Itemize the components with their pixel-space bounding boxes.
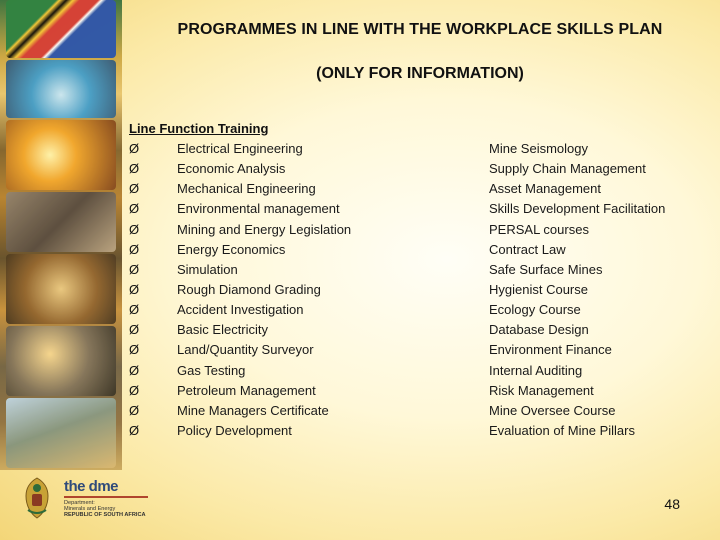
bullet-arrow-icon: Ø [129,261,140,277]
list-item-label: Mechanical Engineering [177,181,316,197]
list-item-label: Electrical Engineering [177,141,303,156]
list-item: Skills Development Facilitation [489,201,666,217]
list-item [129,161,469,181]
list-item: Hygienist Course [489,281,588,297]
list-item: Mine Seismology [489,141,588,156]
list-item [129,383,469,403]
list-item: Contract Law [489,241,566,257]
bullet-arrow-icon: Ø [129,241,140,257]
mine-photo [6,192,116,252]
bullet-arrow-icon: Ø [129,302,140,318]
bullet-arrow-icon: Ø [129,201,140,217]
bullet-arrow-icon: Ø [129,181,140,197]
logo-department-name: Minerals and Energy [64,506,116,512]
list-item [129,282,469,302]
logo-divider [64,496,148,498]
list-item-label: Accident Investigation [177,302,304,318]
bullet-arrow-icon: Ø [129,422,140,438]
list-item-label: Policy Development [177,422,292,438]
list-item [129,242,469,262]
list-item [129,201,469,221]
bullet-arrow-icon: Ø [129,402,140,418]
bullet-arrow-icon: Ø [129,141,140,156]
list-item-label: Energy Economics [177,241,286,257]
list-item-label: Rough Diamond Grading [177,281,321,297]
list-item-label: Mine Managers Certificate [177,402,329,418]
decorative-photo-strip [0,0,122,470]
oil-drop-photo [6,60,116,118]
list-item: Supply Chain Management [489,161,646,177]
list-item-label: Gas Testing [177,362,246,378]
list-item [129,322,469,342]
surveyor-photo [6,398,116,468]
bullet-arrow-icon: Ø [129,161,140,177]
slide-subtitle: (ONLY FOR INFORMATION) [316,65,524,82]
energy-light-photo [6,120,116,190]
list-item: Risk Management [489,382,594,398]
list-item [129,403,469,423]
right-list [489,141,709,443]
list-item: Asset Management [489,181,602,197]
list-item [129,181,469,201]
slide-title: PROGRAMMES IN LINE WITH THE WORKPLACE SKILLS PLAN [177,21,663,38]
bullet-arrow-icon: Ø [129,342,140,358]
list-item-label: Petroleum Management [177,382,316,398]
coat-of-arms-icon [22,476,52,520]
dme-logo [22,474,152,524]
bullet-arrow-icon: Ø [129,281,140,297]
page-number: 48 [664,496,680,512]
mineral-photo [6,254,116,324]
list-item: Environment Finance [489,342,612,358]
list-item-label: Mining and Energy Legislation [177,221,352,237]
list-item [129,141,469,161]
list-item-label: Simulation [177,261,238,277]
list-item [129,423,469,443]
list-item-label: Land/Quantity Surveyor [177,342,314,358]
list-item [129,342,469,362]
left-bullet-list [129,141,469,443]
list-item: Ecology Course [489,302,581,318]
list-item: Internal Auditing [489,362,583,378]
list-item: Safe Surface Mines [489,261,603,277]
bullet-arrow-icon: Ø [129,382,140,398]
list-item: Evaluation of Mine Pillars [489,422,635,438]
list-item-label: Basic Electricity [177,322,269,338]
list-item [129,222,469,242]
logo-wordmark: the dme [64,478,119,495]
worker-photo [6,326,116,396]
bullet-arrow-icon: Ø [129,362,140,378]
section-heading: Line Function Training [129,121,269,136]
list-item: Mine Oversee Course [489,402,616,418]
list-item [129,363,469,383]
logo-department-label: Department: [64,500,95,506]
list-item-label: Environmental management [177,201,340,217]
logo-country: REPUBLIC OF SOUTH AFRICA [64,512,146,518]
list-item: Database Design [489,322,589,338]
list-item [129,262,469,282]
flag-photo [6,0,116,58]
bullet-arrow-icon: Ø [129,322,140,338]
list-item-label: Economic Analysis [177,161,286,177]
list-item: PERSAL courses [489,221,589,237]
list-item [129,302,469,322]
bullet-arrow-icon: Ø [129,221,140,237]
